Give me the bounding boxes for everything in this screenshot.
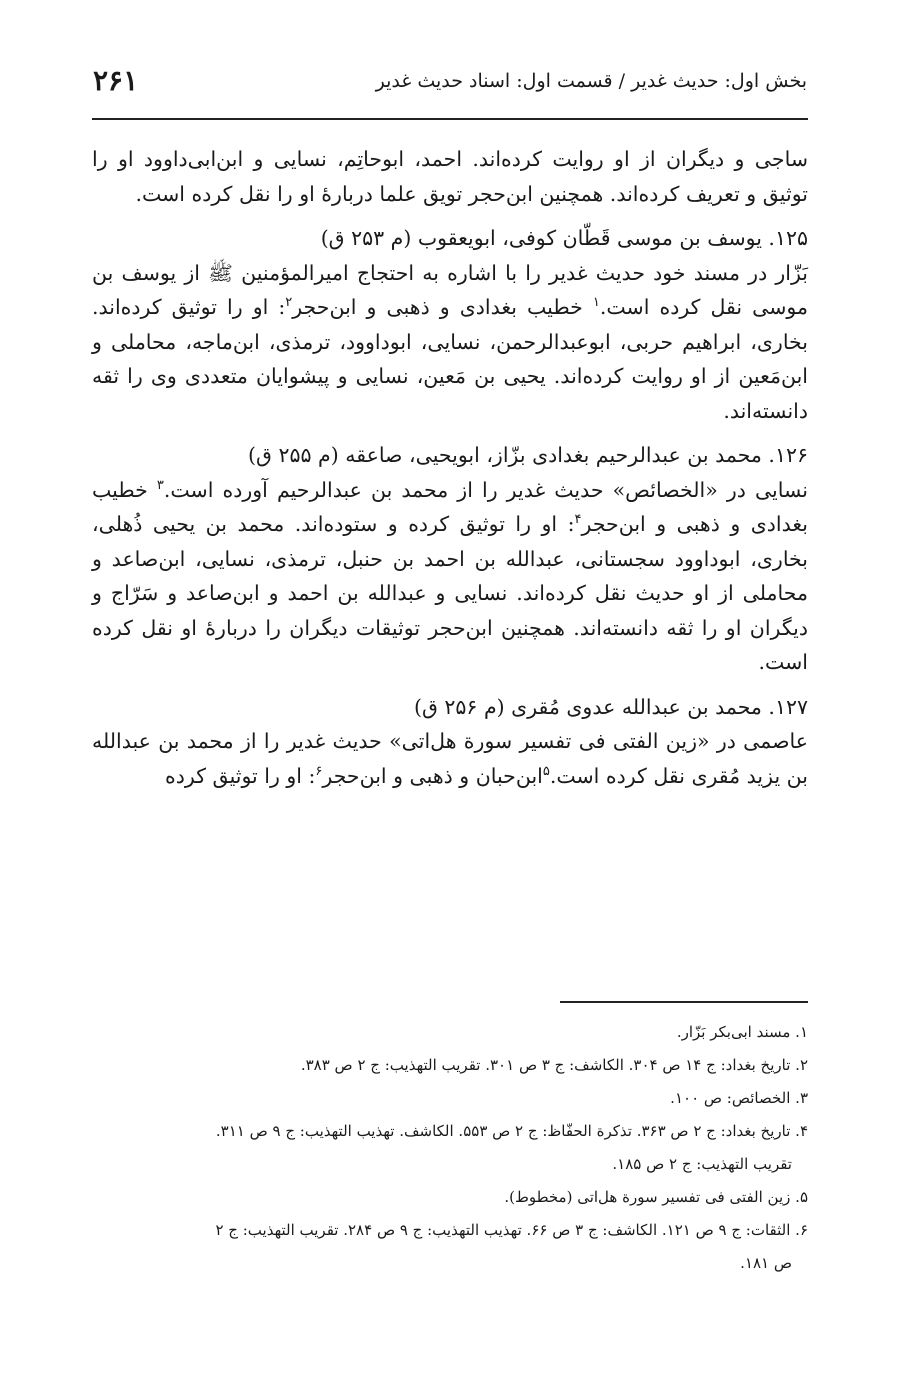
entry-126-title: ۱۲۶. محمد بن عبدالرحیم بغدادی بزّاز، ابویحیی، صاعقه (م ۲۵۵ ق) — [248, 443, 808, 467]
footnote-3: ۳. الخصائص: ص ۱۰۰. — [670, 1089, 808, 1107]
footnote-6-continued: ص ۱۸۱. — [740, 1254, 792, 1272]
entry-126-text-b: خطیب بغدادی و ذهبی و ابن‌حجر — [92, 477, 808, 536]
main-text — [92, 142, 808, 793]
footnote-2: ۲. تاریخ بغداد: ج ۱۴ ص ۳۰۴. الکاشف: ج ۳ ص ۳۰۱. تقریب التهذیب: ج ۲ ص ۳۸۳. — [300, 1056, 808, 1074]
footnote-ref-1[interactable]: ۱ — [592, 295, 600, 311]
page-number: ۲۶۱ — [93, 64, 139, 97]
footnote-ref-2[interactable]: ۲ — [285, 295, 293, 311]
entry-125-title: ۱۲۵. یوسف بن موسی قَطّان کوفی، ابویعقوب (م ۲۵۳ ق) — [320, 226, 808, 250]
entry-127-title: ۱۲۷. محمد بن عبدالله عدوی مُقری (م ۲۵۶ ق) — [413, 694, 808, 719]
footnote-divider — [560, 1001, 808, 1003]
entry-127-paragraph — [92, 724, 808, 793]
entry-127-text-b: ابن‌حبان و ذهبی و ابن‌حجر — [322, 763, 543, 788]
intro-paragraph: ساجی و دیگران از او روایت کرده‌اند. احمد، ابوحاتِم، نسایی و ابن‌ابی‌داوود او را توثیق و تعریف کرده‌اند. همچنین ابن‌حجر تویق علما دربارهٔ او را نقل کرده است. — [92, 147, 808, 206]
page-header — [93, 60, 807, 112]
entry-126-text-c: : او را توثیق کرده و ستوده‌اند. محمد بن یحیی ذُهلی، بخاری، ابوداوود سجستانی، عبدالله بن احمد بن حنبل، ترمذی، نسایی، ابن‌صاعد و محاملی از او حدیث نقل کرده‌اند. نسایی و عبدالله بن احمد و ابن‌صاعد و سَرّاج و دیگران او را ثقه دانسته‌اند. همچنین ابن‌حجر توثیقات دیگران را دربارهٔ او نقل کرده است. — [92, 512, 808, 674]
entry-125-text-c: : او را توثیق کرده‌اند. بخاری، ابراهیم حربی، ابوعبدالرحمن، نسایی، ابوداوود، ترمذی، ابن‌ماجه، محاملی و ابن‌مَعین از او روایت کرده‌اند. یحیی بن مَعین، نسایی و پیشوایان متعددی وی را ثقه دانسته‌اند. — [92, 295, 809, 423]
footnote-5: ۵. زین الفتی فی تفسیر سورة هل‌اتی (مخطوط). — [504, 1188, 808, 1206]
footnote-4: ۴. تاریخ بغداد: ج ۲ ص ۳۶۳. تذکرة الحفّاظ: ج ۲ ص ۵۵۳. الکاشف. تهذیب التهذیب: ج ۹ ص ۳۱۱. — [215, 1122, 808, 1140]
entry-125-text-b: خطیب بغدادی و ذهبی و ابن‌حجر — [292, 295, 593, 319]
footnote-4-continued: تقریب التهذیب: ج ۲ ص ۱۸۵. — [612, 1155, 792, 1173]
footnote-1: ۱. مسند ابی‌بکر بَزّار. — [676, 1023, 808, 1041]
entry-125-text-a: بَزّار در مسند خود حدیث غدیر را با اشاره به احتجاج امیرالمؤمنین ﷺ از یوسف بن موسی نقل کرده است. — [92, 260, 808, 319]
entry-127-text-c: : او را توثیق کرده — [165, 763, 316, 788]
footnote-ref-4[interactable]: ۴ — [574, 512, 582, 528]
footnotes — [92, 1016, 808, 1280]
footnote-ref-3[interactable]: ۳ — [156, 477, 164, 493]
footnote-ref-5[interactable]: ۵ — [542, 763, 550, 779]
footnote-ref-6[interactable]: ۶ — [315, 763, 323, 779]
entry-126-paragraph — [92, 473, 808, 680]
entry-127-text-a: عاصمی در «زین الفتی فی تفسیر سورة هل‌اتی» حدیث غدیر را از محمد بن عبدالله بن یزید مُقری نقل کرده است. — [92, 729, 808, 788]
entry-126-text-a: نسایی در «الخصائص» حدیث غدیر را از محمد بن عبدالرحیم آورده است. — [163, 477, 808, 502]
running-title: بخش اول: حدیث غدیر / قسمت اول: اسناد حدیث غدیر — [375, 70, 807, 92]
header-divider — [92, 118, 808, 120]
footnote-6: ۶. الثقات: ج ۹ ص ۱۲۱. الکاشف: ج ۳ ص ۶۶. تهذیب التهذیب: ج ۹ ص ۲۸۴. تقریب التهذیب: ج ۲ — [215, 1221, 808, 1239]
entry-125-paragraph — [92, 256, 808, 429]
